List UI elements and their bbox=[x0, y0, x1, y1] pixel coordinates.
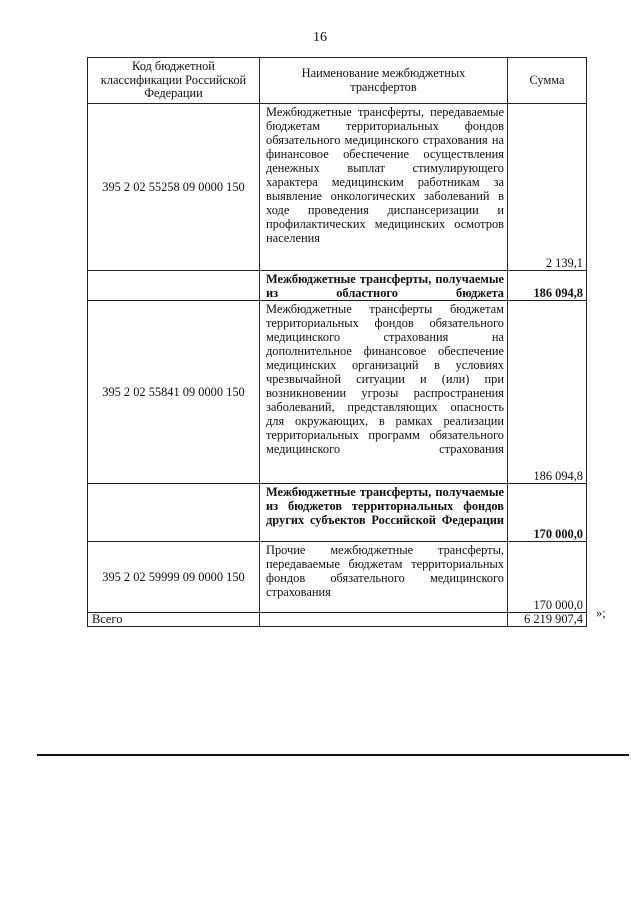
row-sum: 186 094,8 bbox=[508, 271, 587, 301]
row-code: 395 2 02 55841 09 0000 150 bbox=[88, 301, 260, 484]
header-code: Код бюджетной классификации Российской Федерации bbox=[88, 58, 260, 104]
row-name: Межбюджетные трансферты бюджетам территориальных фондов обязательного медицинского страхования на дополнительное финансовое обеспечение медицинских организаций в условиях чрезвычайной ситуации и (или) при возникновении угрозы распространения заболеваний, представляющих опасность для окружающих, в рамках реализации территориальных программ обязательного медицинского страхования bbox=[260, 301, 508, 484]
page-number: 16 bbox=[313, 30, 327, 45]
table-header-row bbox=[88, 58, 587, 104]
row-name: Межбюджетные трансферты, передаваемые бюджетам территориальных фондов обязательного медицинского страхования на финансовое обеспечение осуществления денежных выплат стимулирующего характера медицинским работникам за выявление онкологических заболеваний в ходе проведения диспансеризации и профилактических медицинских осмотров населения bbox=[260, 104, 508, 271]
row-code: 395 2 02 59999 09 0000 150 bbox=[88, 542, 260, 613]
row-name: Прочие межбюджетные трансферты, передаваемые бюджетам территориальных фондов обязательного медицинского страхования bbox=[260, 542, 508, 613]
row-sum: 170 000,0 bbox=[508, 484, 587, 542]
row-sum: 170 000,0 bbox=[508, 542, 587, 613]
closing-quote-mark: »; bbox=[596, 606, 606, 620]
row-name: Межбюджетные трансферты, получаемые из областного бюджета bbox=[260, 271, 508, 301]
total-label: Всего bbox=[88, 613, 260, 627]
table-total-row bbox=[88, 613, 587, 627]
row-code: 395 2 02 55258 09 0000 150 bbox=[88, 104, 260, 271]
table-row bbox=[88, 104, 587, 271]
header-name: Наименование межбюджетных трансфертов bbox=[260, 58, 508, 104]
header-sum: Сумма bbox=[508, 58, 587, 104]
table-row bbox=[88, 271, 587, 301]
row-code bbox=[88, 271, 260, 301]
row-name: Межбюджетные трансферты, получаемые из бюджетов территориальных фондов других субъектов Российской Федерации bbox=[260, 484, 508, 542]
row-sum: 186 094,8 bbox=[508, 301, 587, 484]
row-sum: 2 139,1 bbox=[508, 104, 587, 271]
total-sum: 6 219 907,4 bbox=[508, 613, 587, 627]
table-row bbox=[88, 484, 587, 542]
table-row bbox=[88, 301, 587, 484]
total-empty-cell bbox=[260, 613, 508, 627]
footer-rule bbox=[37, 754, 629, 756]
row-code bbox=[88, 484, 260, 542]
table-row bbox=[88, 542, 587, 613]
transfers-table bbox=[87, 57, 587, 627]
